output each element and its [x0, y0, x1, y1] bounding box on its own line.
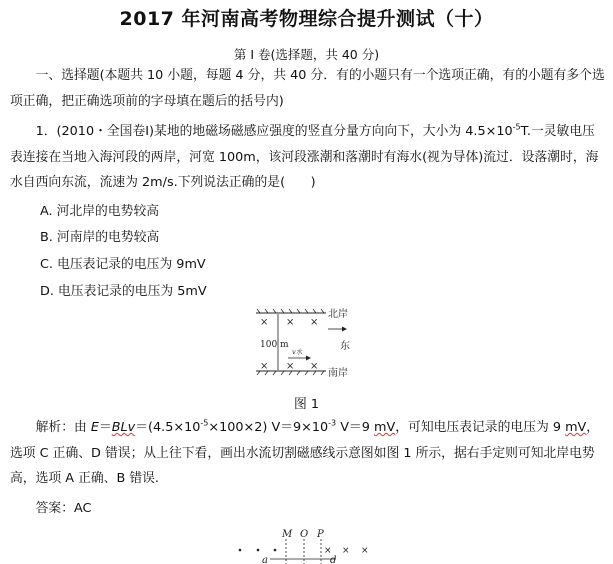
formula-e: E	[90, 420, 99, 435]
east-label: 东	[340, 341, 350, 352]
question-1-stem-b: T.一灵敏电压表连接在当地入海河段的两岸，河宽 100m，该河段涨潮和落潮时有海水(视为导体)流过．设落潮时，海水自西向东流，流速为 2m/s.下列说法正确的是( )	[10, 124, 599, 190]
svg-text:×: ×	[324, 546, 332, 556]
svg-text:×: ×	[286, 361, 295, 372]
svg-text:×: ×	[260, 317, 269, 328]
label-m: M	[282, 529, 293, 540]
label-a: a	[262, 555, 268, 564]
question-1-stem-a: 1．(2010・全国卷Ⅰ)某地的地磁场磁感应强度的竖直分量方向向下，大小为 4.5×10	[35, 124, 513, 139]
east-arrowhead	[342, 327, 347, 332]
option-d: D. 电压表记录的电压为 5mV	[40, 284, 207, 299]
figure-1-caption: 图 1	[293, 397, 319, 412]
formula-equals: ＝	[98, 420, 112, 435]
exponent-2: -3	[328, 418, 337, 428]
velocity-label: v水	[292, 348, 303, 356]
unit-mv-1: mV	[373, 420, 396, 435]
analysis-lead: 解析：由	[35, 420, 91, 435]
calc-b: ×100×2) V＝9×10	[208, 420, 329, 435]
velocity-arrowhead	[306, 356, 311, 361]
figure-2-diagram	[232, 527, 382, 564]
south-label: 南岸	[328, 368, 348, 379]
question-1-stem	[10, 119, 606, 196]
svg-text:×: ×	[361, 546, 369, 556]
question-1-exponent: -5	[512, 122, 521, 132]
field-dots	[239, 549, 277, 552]
svg-text:×: ×	[310, 361, 319, 372]
calc-c: V＝9	[336, 420, 374, 435]
instructions-paragraph: 一、选择题(本题共 10 小题，每题 4 分，共 40 分．有的小题只有一个选项正确，有的小题有多个选项正确，把正确选项前的字母填在题后的括号内)	[10, 68, 605, 109]
figure-1-river-diagram	[248, 307, 363, 385]
width-label: 100 m	[260, 340, 289, 350]
calc-a: ＝(4.5×10	[135, 420, 201, 435]
calc-d: ，可知电压表记录的电压为 9	[395, 420, 566, 435]
north-bank-hatch	[257, 309, 324, 313]
option-b: B. 河南岸的电势较高	[40, 230, 160, 245]
label-o: O	[300, 529, 309, 540]
answer-line: 答案：AC	[35, 501, 92, 516]
svg-text:×: ×	[342, 546, 350, 556]
north-label: 北岸	[328, 309, 348, 320]
exponent-1: -5	[200, 418, 209, 428]
label-p: P	[317, 529, 324, 540]
option-a: A. 河北岸的电势较高	[40, 204, 160, 219]
svg-text:×: ×	[310, 317, 319, 328]
calc-e: ，选项 C 正确、D 错误；从上往下看，画出水流切割磁感线示意图如图 1 所示，据右手定则可知北岸电势高，选项 A 正确、B 错误.	[10, 420, 600, 486]
section-heading: 第 I 卷(选择题，共 40 分)	[233, 47, 380, 62]
label-d: d	[330, 555, 337, 564]
unit-mv-2: mV	[565, 420, 587, 435]
document-title: 2017 年河南高考物理综合提升测试（十）	[119, 8, 494, 30]
formula-blv: BLv	[111, 420, 136, 435]
svg-text:×: ×	[286, 317, 295, 328]
option-c: C. 电压表记录的电压为 9mV	[40, 257, 206, 272]
svg-text:×: ×	[260, 361, 269, 372]
analysis-paragraph	[10, 415, 606, 492]
